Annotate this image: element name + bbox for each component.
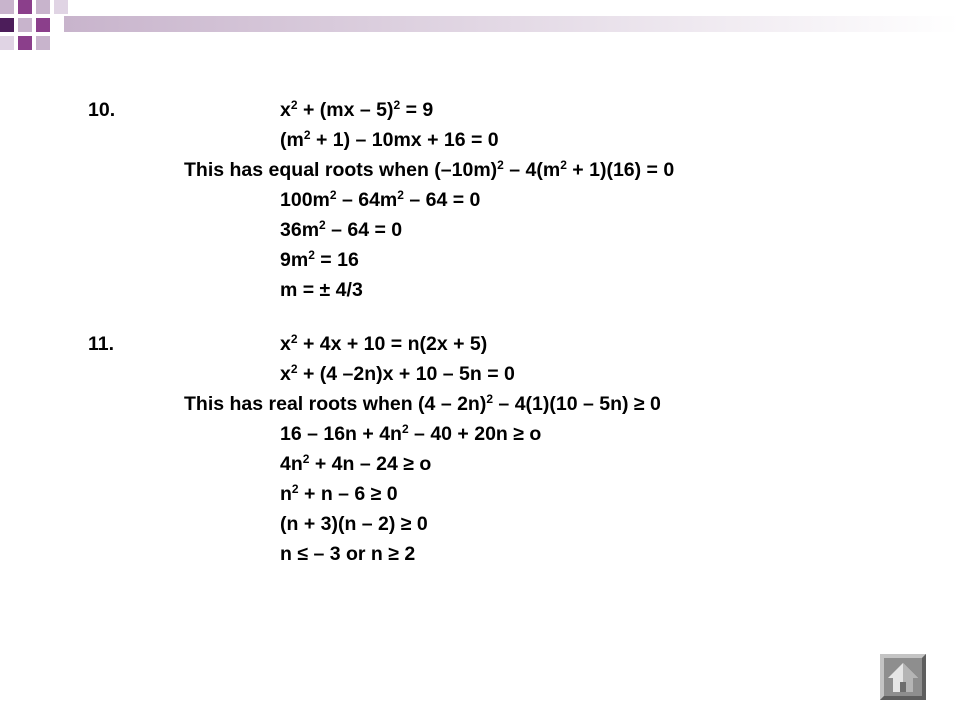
p11-equation-6: $n^2 + n - 6 \ge 0$: [280, 482, 398, 505]
p11-equation-2: $x^2 + (4$ –2n)x + 10 – 5n = 0: [280, 362, 515, 385]
home-button[interactable]: [880, 654, 926, 700]
p11-equation-1: $x^2 + 4x + 10 = n(2x + 5)$: [280, 332, 488, 355]
problem-11-number: 11.: [88, 333, 115, 355]
p11-equation-5: $4n^2 + 4n - 24 \ge o$: [280, 452, 432, 475]
p10-equation-4: $100m^2 - 64m^2 - 64 = 0$: [280, 188, 481, 211]
p10-equation-1: $x^2 + (mx - 5)^2 = 9$: [280, 98, 434, 121]
p10-equation-2: $(m^2 + 1) - 10mx + 16 = 0$: [280, 128, 499, 151]
header-gradient-bar: [64, 16, 960, 32]
p11-solution: n ≤ – 3 or n ≥ 2: [280, 543, 416, 565]
p10-equation-6: $9m^2 = 16$: [280, 248, 359, 271]
p10-equation-5: $36m^2 - 64 = 0$: [280, 218, 403, 241]
p11-equation-4: $16 - 16n + 4n^2 - 40 + 20n \ge o$: [280, 422, 542, 445]
p10-solution: m = ± 4/3: [280, 279, 363, 301]
p11-factored: (n + 3)(n – 2) ≥ 0: [280, 513, 428, 535]
home-icon: [880, 654, 926, 700]
p10-equal-roots-condition: This has equal roots when $(-10m)^2 - 4(m^2 + 1)(16) = 0$: [184, 158, 675, 181]
problem-10-number: 10.: [88, 99, 116, 121]
p11-real-roots-condition: This has real roots when (4 – 2n)$^2$ – 4(1)(10 – 5n) ≥ 0: [184, 392, 661, 415]
